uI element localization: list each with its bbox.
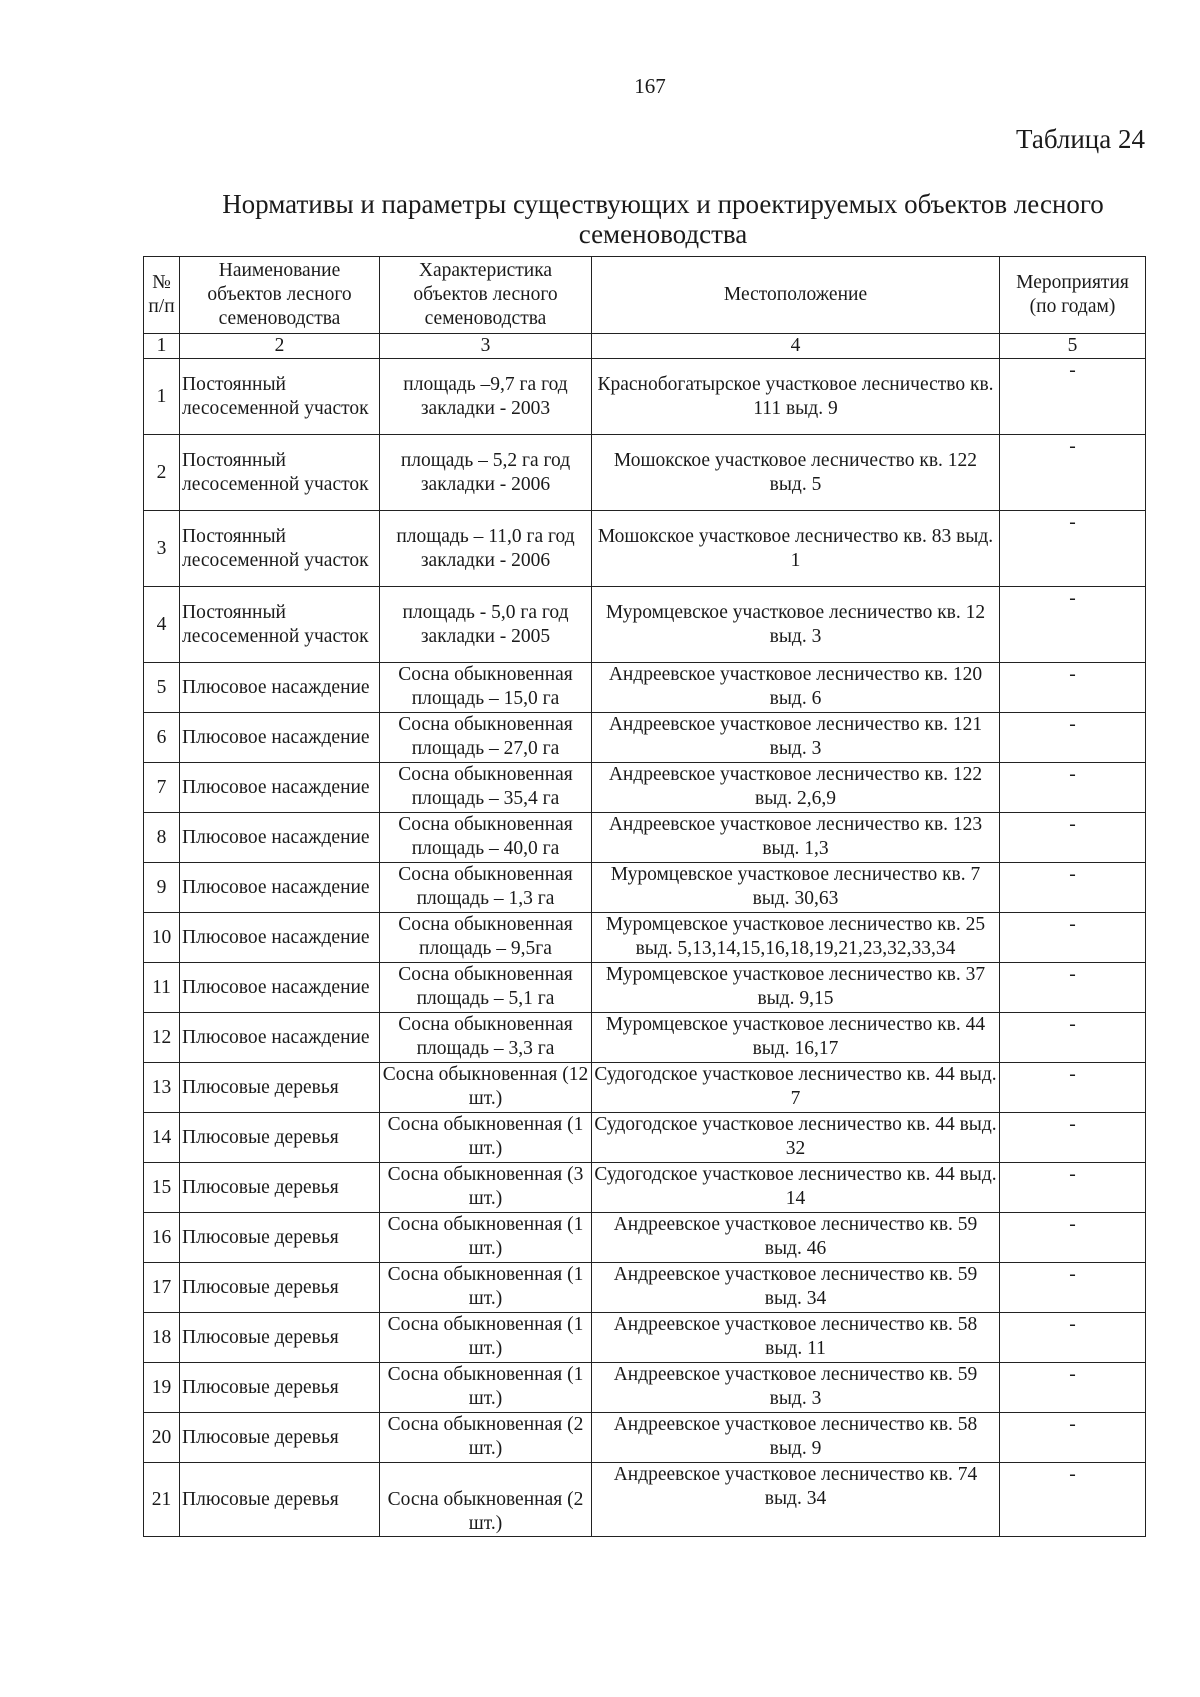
object-activities: - [1000, 963, 1146, 1013]
object-name: Плюсовые деревья [180, 1463, 380, 1537]
table-row [144, 913, 1146, 963]
row-number: 13 [144, 1063, 180, 1113]
object-location: Судогодское участковое лесничество кв. 44 выд. 14 [592, 1163, 1000, 1213]
object-location: Андреевское участковое лесничество кв. 59 выд. 46 [592, 1213, 1000, 1263]
object-location: Судогодское участковое лесничество кв. 44 выд. 7 [592, 1063, 1000, 1113]
table-row [144, 511, 1146, 587]
table-row [144, 1013, 1146, 1063]
object-name: Плюсовые деревья [180, 1063, 380, 1113]
object-characteristic: Сосна обыкновенная площадь – 27,0 га [380, 713, 592, 763]
table-row [144, 1363, 1146, 1413]
object-activities: - [1000, 1263, 1146, 1313]
object-name: Плюсовое насаждение [180, 663, 380, 713]
object-location: Андреевское участковое лесничество кв. 121 выд. 3 [592, 713, 1000, 763]
row-number: 7 [144, 763, 180, 813]
object-name: Плюсовое насаждение [180, 713, 380, 763]
object-activities: - [1000, 1463, 1146, 1537]
object-activities: - [1000, 1313, 1146, 1363]
object-characteristic: Сосна обыкновенная площадь – 5,1 га [380, 963, 592, 1013]
object-name: Плюсовое насаждение [180, 1013, 380, 1063]
header-num: № п/п [144, 257, 180, 334]
object-name: Постоянный лесосеменной участок [180, 511, 380, 587]
object-activities: - [1000, 1113, 1146, 1163]
object-characteristic: Сосна обыкновенная площадь – 40,0 га [380, 813, 592, 863]
object-activities: - [1000, 713, 1146, 763]
object-location: Андреевское участковое лесничество кв. 122 выд. 2,6,9 [592, 763, 1000, 813]
object-characteristic: Сосна обыкновенная (12 шт.) [380, 1063, 592, 1113]
table-row [144, 1463, 1146, 1537]
object-location: Муромцевское участковое лесничество кв. 25 выд. 5,13,14,15,16,18,19,21,23,32,33,34 [592, 913, 1000, 963]
object-activities: - [1000, 1063, 1146, 1113]
object-name: Постоянный лесосеменной участок [180, 359, 380, 435]
table-row [144, 359, 1146, 435]
header-loc: Местоположение [592, 257, 1000, 334]
row-number: 4 [144, 587, 180, 663]
object-characteristic: Сосна обыкновенная (3 шт.) [380, 1163, 592, 1213]
object-location: Андреевское участковое лесничество кв. 59 выд. 34 [592, 1263, 1000, 1313]
object-location: Андреевское участковое лесничество кв. 58 выд. 9 [592, 1413, 1000, 1463]
row-number: 9 [144, 863, 180, 913]
row-number: 10 [144, 913, 180, 963]
row-number: 21 [144, 1463, 180, 1537]
object-name: Постоянный лесосеменной участок [180, 435, 380, 511]
object-name: Плюсовые деревья [180, 1313, 380, 1363]
object-activities: - [1000, 1363, 1146, 1413]
object-activities: - [1000, 1413, 1146, 1463]
object-name: Плюсовое насаждение [180, 813, 380, 863]
table-body [144, 359, 1146, 1537]
object-name: Плюсовое насаждение [180, 913, 380, 963]
object-characteristic: площадь – 5,2 га год закладки - 2006 [380, 435, 592, 511]
object-activities: - [1000, 1163, 1146, 1213]
table-row [144, 1213, 1146, 1263]
table-row [144, 863, 1146, 913]
seed-objects-table [143, 256, 1146, 1537]
object-characteristic: Сосна обыкновенная площадь – 1,3 га [380, 863, 592, 913]
object-name: Плюсовые деревья [180, 1363, 380, 1413]
column-number: 1 [144, 334, 180, 359]
object-activities: - [1000, 511, 1146, 587]
row-number: 15 [144, 1163, 180, 1213]
object-activities: - [1000, 813, 1146, 863]
object-characteristic: Сосна обыкновенная (1 шт.) [380, 1363, 592, 1413]
object-activities: - [1000, 913, 1146, 963]
row-number: 17 [144, 1263, 180, 1313]
object-location: Андреевское участковое лесничество кв. 74 выд. 34 [592, 1463, 1000, 1537]
object-location: Андреевское участковое лесничество кв. 123 выд. 1,3 [592, 813, 1000, 863]
object-characteristic: Сосна обыкновенная площадь – 3,3 га [380, 1013, 592, 1063]
object-characteristic: Сосна обыкновенная (1 шт.) [380, 1213, 592, 1263]
object-name: Постоянный лесосеменной участок [180, 587, 380, 663]
column-number: 3 [380, 334, 592, 359]
column-number: 4 [592, 334, 1000, 359]
object-characteristic: Сосна обыкновенная (2 шт.) [380, 1413, 592, 1463]
page-number: 167 [634, 74, 666, 98]
object-characteristic: площадь – 11,0 га год закладки - 2006 [380, 511, 592, 587]
table-row [144, 813, 1146, 863]
object-characteristic: Сосна обыкновенная площадь – 35,4 га [380, 763, 592, 813]
object-location: Муромцевское участковое лесничество кв. 7 выд. 30,63 [592, 863, 1000, 913]
header-char: Характеристика объектов лесного семеноводства [380, 257, 592, 334]
row-number: 11 [144, 963, 180, 1013]
row-number: 18 [144, 1313, 180, 1363]
object-activities: - [1000, 863, 1146, 913]
object-name: Плюсовые деревья [180, 1113, 380, 1163]
table-row [144, 1313, 1146, 1363]
object-activities: - [1000, 1213, 1146, 1263]
column-number: 2 [180, 334, 380, 359]
object-name: Плюсовое насаждение [180, 963, 380, 1013]
row-number: 8 [144, 813, 180, 863]
row-number: 2 [144, 435, 180, 511]
row-number: 12 [144, 1013, 180, 1063]
table-row [144, 663, 1146, 713]
table-row [144, 435, 1146, 511]
column-number-row [144, 334, 1146, 359]
object-name: Плюсовые деревья [180, 1413, 380, 1463]
object-name: Плюсовое насаждение [180, 763, 380, 813]
object-location: Краснобогатырское участковое лесничество кв. 111 выд. 9 [592, 359, 1000, 435]
object-location: Муромцевское участковое лесничество кв. 12 выд. 3 [592, 587, 1000, 663]
row-number: 19 [144, 1363, 180, 1413]
object-characteristic: площадь - 5,0 га год закладки - 2005 [380, 587, 592, 663]
object-location: Андреевское участковое лесничество кв. 120 выд. 6 [592, 663, 1000, 713]
column-number: 5 [1000, 334, 1146, 359]
table-row [144, 587, 1146, 663]
row-number: 6 [144, 713, 180, 763]
row-number: 14 [144, 1113, 180, 1163]
table-row [144, 763, 1146, 813]
table-row [144, 963, 1146, 1013]
object-characteristic: площадь –9,7 га год закладки - 2003 [380, 359, 592, 435]
object-characteristic: Сосна обыкновенная (1 шт.) [380, 1313, 592, 1363]
object-location: Мошокское участковое лесничество кв. 122 выд. 5 [592, 435, 1000, 511]
table-row [144, 1063, 1146, 1113]
object-location: Мошокское участковое лесничество кв. 83 выд. 1 [592, 511, 1000, 587]
table-row [144, 713, 1146, 763]
object-location: Муромцевское участковое лесничество кв. 37 выд. 9,15 [592, 963, 1000, 1013]
table-title: Нормативы и параметры существующих и проектируемых объектов лесного семеноводства [222, 189, 1104, 249]
table-row [144, 1113, 1146, 1163]
row-number: 20 [144, 1413, 180, 1463]
header-name: Наименование объектов лесного семеноводства [180, 257, 380, 334]
object-activities: - [1000, 359, 1146, 435]
object-activities: - [1000, 663, 1146, 713]
object-activities: - [1000, 435, 1146, 511]
object-characteristic: Сосна обыкновенная (1 шт.) [380, 1263, 592, 1313]
object-location: Андреевское участковое лесничество кв. 59 выд. 3 [592, 1363, 1000, 1413]
row-number: 5 [144, 663, 180, 713]
object-characteristic: Сосна обыкновенная площадь – 9,5га [380, 913, 592, 963]
table-row [144, 1263, 1146, 1313]
object-name: Плюсовое насаждение [180, 863, 380, 913]
row-number: 16 [144, 1213, 180, 1263]
object-location: Муромцевское участковое лесничество кв. 44 выд. 16,17 [592, 1013, 1000, 1063]
row-number: 3 [144, 511, 180, 587]
header-row [144, 257, 1146, 334]
object-name: Плюсовые деревья [180, 1213, 380, 1263]
row-number: 1 [144, 359, 180, 435]
table-label: Таблица 24 [1016, 124, 1145, 154]
header-act: Мероприятия (по годам) [1000, 257, 1146, 334]
object-characteristic: Сосна обыкновенная (2 шт.) [380, 1463, 592, 1537]
object-location: Судогодское участковое лесничество кв. 44 выд. 32 [592, 1113, 1000, 1163]
object-activities: - [1000, 1013, 1146, 1063]
object-characteristic: Сосна обыкновенная (1 шт.) [380, 1113, 592, 1163]
object-name: Плюсовые деревья [180, 1263, 380, 1313]
object-activities: - [1000, 763, 1146, 813]
object-location: Андреевское участковое лесничество кв. 58 выд. 11 [592, 1313, 1000, 1363]
object-characteristic: Сосна обыкновенная площадь – 15,0 га [380, 663, 592, 713]
table-row [144, 1163, 1146, 1213]
object-name: Плюсовые деревья [180, 1163, 380, 1213]
table-row [144, 1413, 1146, 1463]
object-activities: - [1000, 587, 1146, 663]
